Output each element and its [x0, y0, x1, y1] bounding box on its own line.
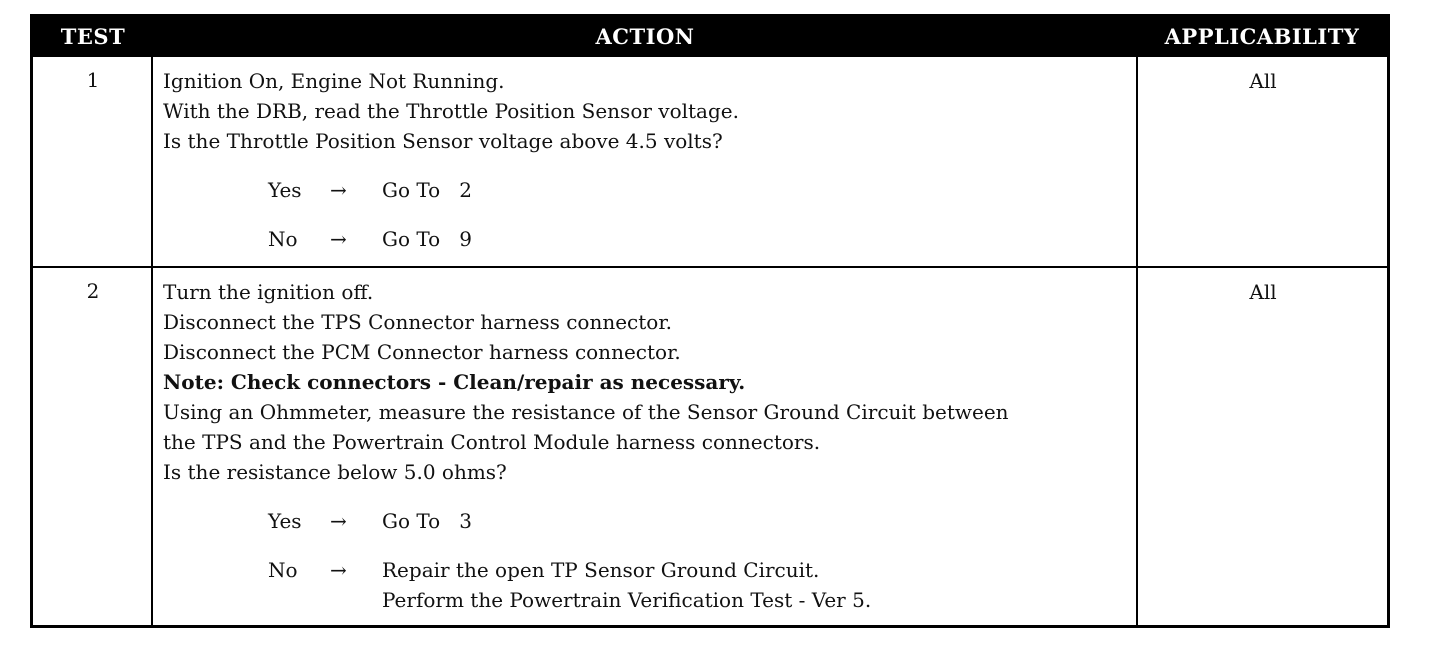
no-result: Repair the open TP Sensor Ground Circuit.: [382, 558, 820, 582]
action-cell: [163, 66, 1138, 254]
action-line: Ignition On, Engine Not Running.: [163, 69, 505, 93]
action-line: With the DRB, read the Throttle Position Sensor voltage.: [163, 99, 739, 123]
action-line: the TPS and the Powertrain Control Module harness connectors.: [163, 430, 821, 454]
no-result-detail: Perform the Powertrain Verification Test - Ver 5.: [382, 588, 872, 612]
yes-label: Yes: [268, 178, 302, 202]
no-option: [163, 555, 1138, 615]
action-line: Disconnect the PCM Connector harness connector.: [163, 340, 681, 364]
yes-option: [163, 506, 1138, 536]
no-result: Go To 9: [382, 227, 472, 251]
action-line: Turn the ignition off.: [163, 280, 374, 304]
applicability-value: All: [1249, 280, 1277, 304]
no-option: [163, 224, 1138, 254]
test-number: 1: [86, 68, 100, 92]
yes-result: Go To 2: [382, 178, 472, 202]
yes-result: Go To 3: [382, 509, 472, 533]
arrow-icon: →: [330, 227, 347, 251]
row-divider: [33, 266, 1387, 268]
header-action: ACTION: [595, 24, 695, 49]
yes-option: [163, 175, 1138, 205]
header-applicability: APPLICABILITY: [1164, 24, 1360, 49]
applicability-value: All: [1249, 69, 1277, 93]
action-line: Is the Throttle Position Sensor voltage above 4.5 volts?: [163, 129, 723, 153]
test-number: 2: [86, 279, 100, 303]
action-cell: [163, 277, 1138, 615]
header-test: TEST: [60, 24, 126, 49]
table-header: [33, 17, 1387, 57]
arrow-icon: →: [330, 509, 347, 533]
note-line: Note: Check connectors - Clean/repair as necessary.: [163, 370, 746, 394]
arrow-icon: →: [330, 558, 347, 582]
arrow-icon: →: [330, 178, 347, 202]
column-divider: [151, 57, 153, 628]
action-line: Using an Ohmmeter, measure the resistance of the Sensor Ground Circuit between: [163, 400, 1009, 424]
test-table: [30, 14, 1390, 628]
action-line: Disconnect the TPS Connector harness connector.: [163, 310, 673, 334]
no-label: No: [268, 558, 298, 582]
no-label: No: [268, 227, 298, 251]
action-line: Is the resistance below 5.0 ohms?: [163, 460, 507, 484]
yes-label: Yes: [268, 509, 302, 533]
